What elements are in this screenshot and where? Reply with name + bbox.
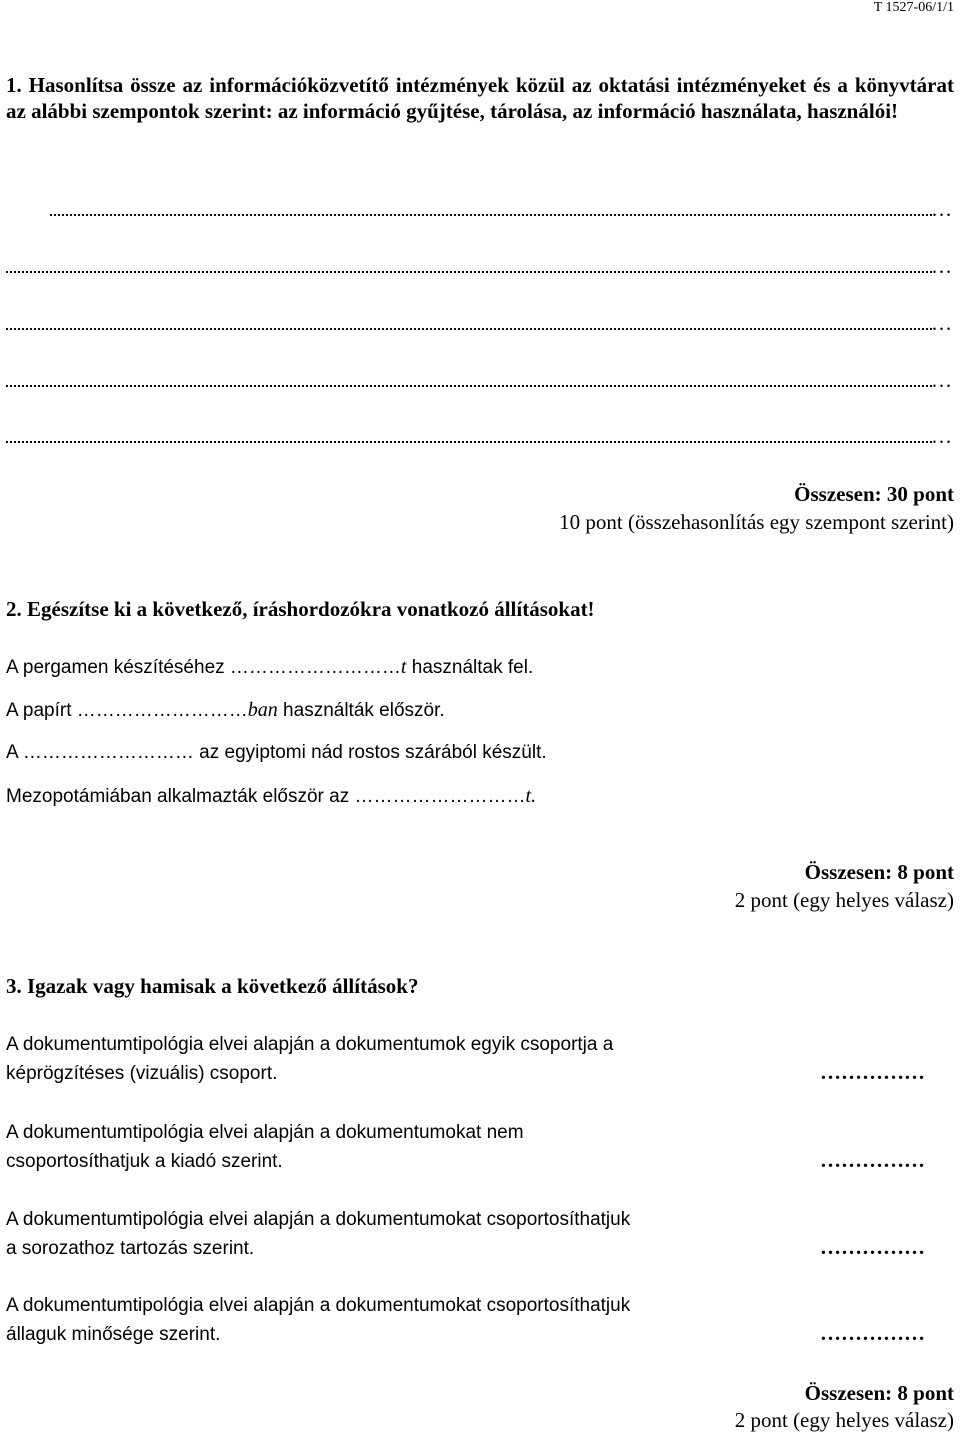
q3-answer-3[interactable]: …………… [820, 1235, 925, 1259]
q1-scoring: 10 pont (összehasonlítás egy szempont szerint) [559, 510, 954, 534]
q3-statement-2: A dokumentumtipológia elvei alapján a dokumentumokat nem csoportosíthatjuk a kiadó szerint. [6, 1122, 524, 1172]
q3-statement-1: A dokumentumtipológia elvei alapján a dokumentumok egyik csoportja a képrögzítéses (vizuális) csoport. [6, 1034, 614, 1084]
q3-scoring: 2 pont (egy helyes válasz) [734, 1408, 954, 1432]
answer-line-5[interactable]: … [6, 427, 952, 449]
q3-total: Összesen: 8 pont [804, 1381, 954, 1405]
q2-line-1: A pergamen készítéséhez ………………………t használtak fel. [6, 656, 534, 678]
answer-line-1[interactable]: … [50, 200, 952, 222]
question-2-title: 2. Egészítse ki a következő, íráshordozókra vonatkozó állításokat! [6, 597, 595, 621]
question-3-title: 3. Igazak vagy hamisak a következő állítások? [6, 974, 419, 998]
document-code: T 1527-06/1/1 [873, 0, 954, 15]
answer-line-2[interactable]: … [6, 257, 952, 279]
q3-statement-4: A dokumentumtipológia elvei alapján a dokumentumokat csoportosíthatjuk állaguk minősége szerint. [6, 1295, 631, 1345]
q2-line-4: Mezopotámiában alkalmazták először az ………………………t. [6, 785, 537, 807]
answer-line-3[interactable]: … [6, 314, 952, 336]
answer-line-4[interactable]: … [6, 371, 952, 393]
q3-answer-1[interactable]: …………… [820, 1060, 925, 1084]
q2-line-2: A papírt ………………………ban használták először. [6, 699, 445, 721]
question-1-title: 1. Hasonlítsa össze az információközvetítő intézmények közül az oktatási intézményeket és a könyvtárat az alábbi szempontok szerint: az információ gyűjtése, tárolása, az információ használata, használói! [6, 73, 954, 123]
q2-total: Összesen: 8 pont [804, 860, 954, 884]
q3-statement-3: A dokumentumtipológia elvei alapján a dokumentumokat csoportosíthatjuk a sorozathoz tartozás szerint. [6, 1209, 631, 1259]
q3-answer-2[interactable]: …………… [820, 1148, 925, 1172]
q1-total: Összesen: 30 pont [794, 482, 954, 506]
q2-scoring: 2 pont (egy helyes válasz) [734, 888, 954, 912]
q3-answer-4[interactable]: …………… [820, 1321, 925, 1345]
q2-line-3: A ……………………… az egyiptomi nád rostos szárából készült. [6, 742, 547, 763]
